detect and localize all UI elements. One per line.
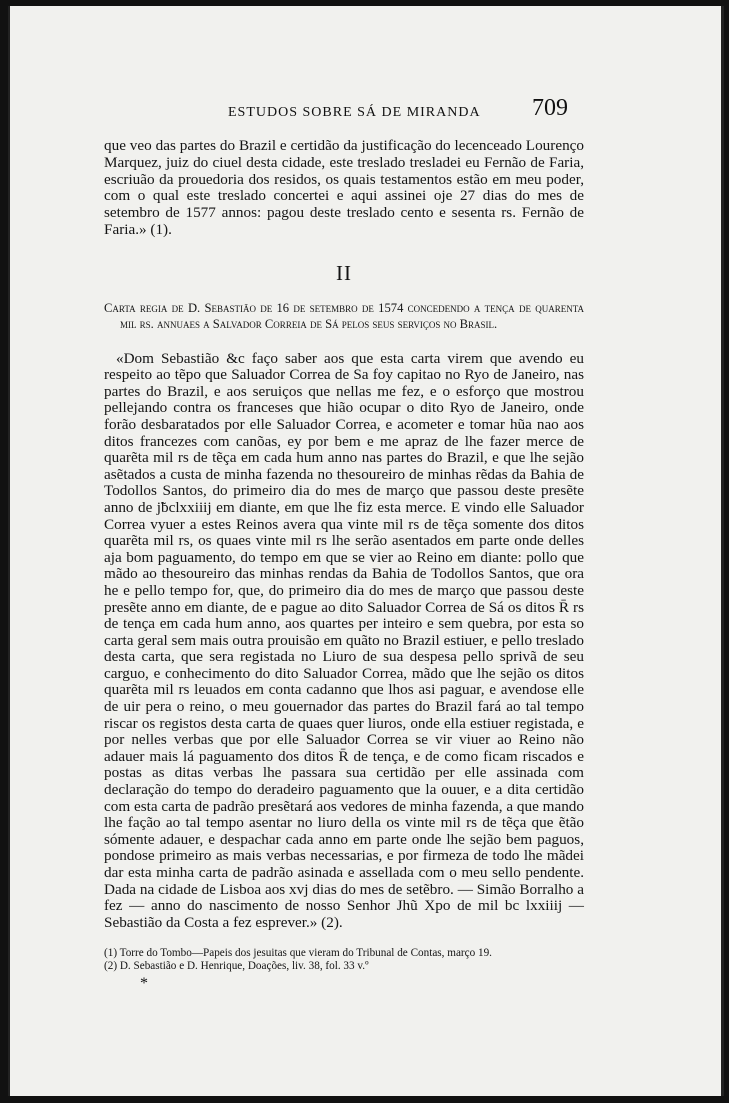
book-page bbox=[8, 6, 724, 1096]
footnote-2: (2) D. Sebastião e D. Henrique, Doações, liv. 38, fol. 33 v.º bbox=[104, 960, 369, 973]
page-header bbox=[10, 95, 721, 129]
section-heading: Carta regia de D. Sebastião de 16 de setembro de 1574 concedendo a tença de quarenta mil rs. annuaes a Salvador Correia de Sá pelos seus serviços no Brasil. bbox=[104, 300, 584, 332]
page-number: 709 bbox=[532, 95, 568, 121]
asterisk-mark: * bbox=[140, 975, 148, 993]
running-title: ESTUDOS SOBRE SÁ DE MIRANDA bbox=[228, 105, 481, 120]
footnote-1: (1) Torre do Tombo—Papeis dos jesuitas que vieram do Tribunal de Contas, março 19. bbox=[104, 947, 492, 960]
page-content bbox=[104, 138, 584, 993]
footnotes bbox=[104, 947, 584, 973]
charter-text: «Dom Sebastião &c faço saber aos que esta carta virem que avendo eu respeito ao tẽpo que Saluador Correa de Sa foy capitao no Ryo de Janeiro, nas partes do Brazil, e aos seruiços que nellas me fez, e o esforço que mostrou pellejando contra os franceses que hião ocupar o dito Ryo de Janeiro, onde forão desbaratados por elle Saluador Correa, e acometer e tomar hũa nao aos ditos francezes com canõas, ey por bem e me apraz de lhe fazer merce de quarẽta mil rs de tẽça em cada hum anno nas partes do Brazil, e que lhe sejão asẽtados a custa de minha fazenda no thesoureiro de minhas rẽdas da Bahia de Todollos Santos, do primeiro dia do mes de março que passou deste presẽte anno de ј̃bclxxiiij em diante, em que lhe fiz esta merce. E vindo elle Saluador Correa vyuer a estes Reinos avera qua vinte mil rs de tẽça somente dos ditos quarẽta mil rs, os quaes vinte mil rs lhe serão asentados em parte onde delles aja bom paguamento, do tempo em que se vier ao Reino em diante: pollo que mãdo ao thesoureiro das minhas rendas da Bahia de Todollos Santos, que ora he e pello tempo for, que, do primeiro dia do mes de março que passou deste presẽte anno em diante, de e pague ao dito Saluador Correa de Sá os ditos R̄ rs de tença em cada hum anno, aos quartes per inteiro e sem quebra, por esta so carta geral sem mais outra prouisão em quãto no Brazil estiuer, e pello treslado desta carta, que sera registada no Liuro de sua despesa pello sprivã de seu carguo, e conhecimento do dito Saluador Correa, mãdo que lhe sejão os ditos quarẽta mil rs leuados em conta cadanno que lhos asi paguar, e avendose elle de uir pera o reino, o meu gouernador das partes do Brazil fará ao tal tempo riscar os registos desta carta de quaes quer liuros, onde ella estiuer registada, e por nelles verbas que por elle Saluador Correa se vir viuer ao Reino não adauer mais lá paguamento dos ditos R̄ de tença, e de como ficam riscados e postas as ditas verbas lhe passara sua certidão per elle assinada com declaração do tempo do deradeiro paguamento que la ouuer, e a dita certidão com esta carta de padrão presẽtará aos vedores de minha fazenda, a que mando lhe fação ao tal tempo asentar no liuro della os vinte mil rs de tẽça que ẽtão sómente adauer, e despachar cada anno em parte onde lhe sejão bem paguos, pondose primeiro as mais verbas necessarias, e por firmeza de todo lhe mãdei dar esta minha carta de padrão asinada e assellada com o meu sello pendente. Dada na cidade de Lisboa aos xvj dias do mes de setẽbro. — Simão Borralho a fez — anno do nascimento de nosso Senhor Jhũ Xpo de mil bc lxxiiij — Sebastião da Costa a fez esprever.» (2). bbox=[104, 349, 584, 931]
opening-paragraph: que veo das partes do Brazil e certidão da justificação do lecenceado Lourenço Marquez, juiz do ciuel desta cidade, este treslado tresladei eu Fernão de Faria, escriuão da prouedoria dos residos, os quais testamentos estão em meu poder, com o qual este treslado concertei e aqui assinei oje 27 dias do mes de setembro de 1577 annos: pagou deste treslado cento e sesenta rs. Fernão de Faria.» (1). bbox=[104, 137, 584, 238]
section-numeral: II bbox=[336, 260, 352, 285]
